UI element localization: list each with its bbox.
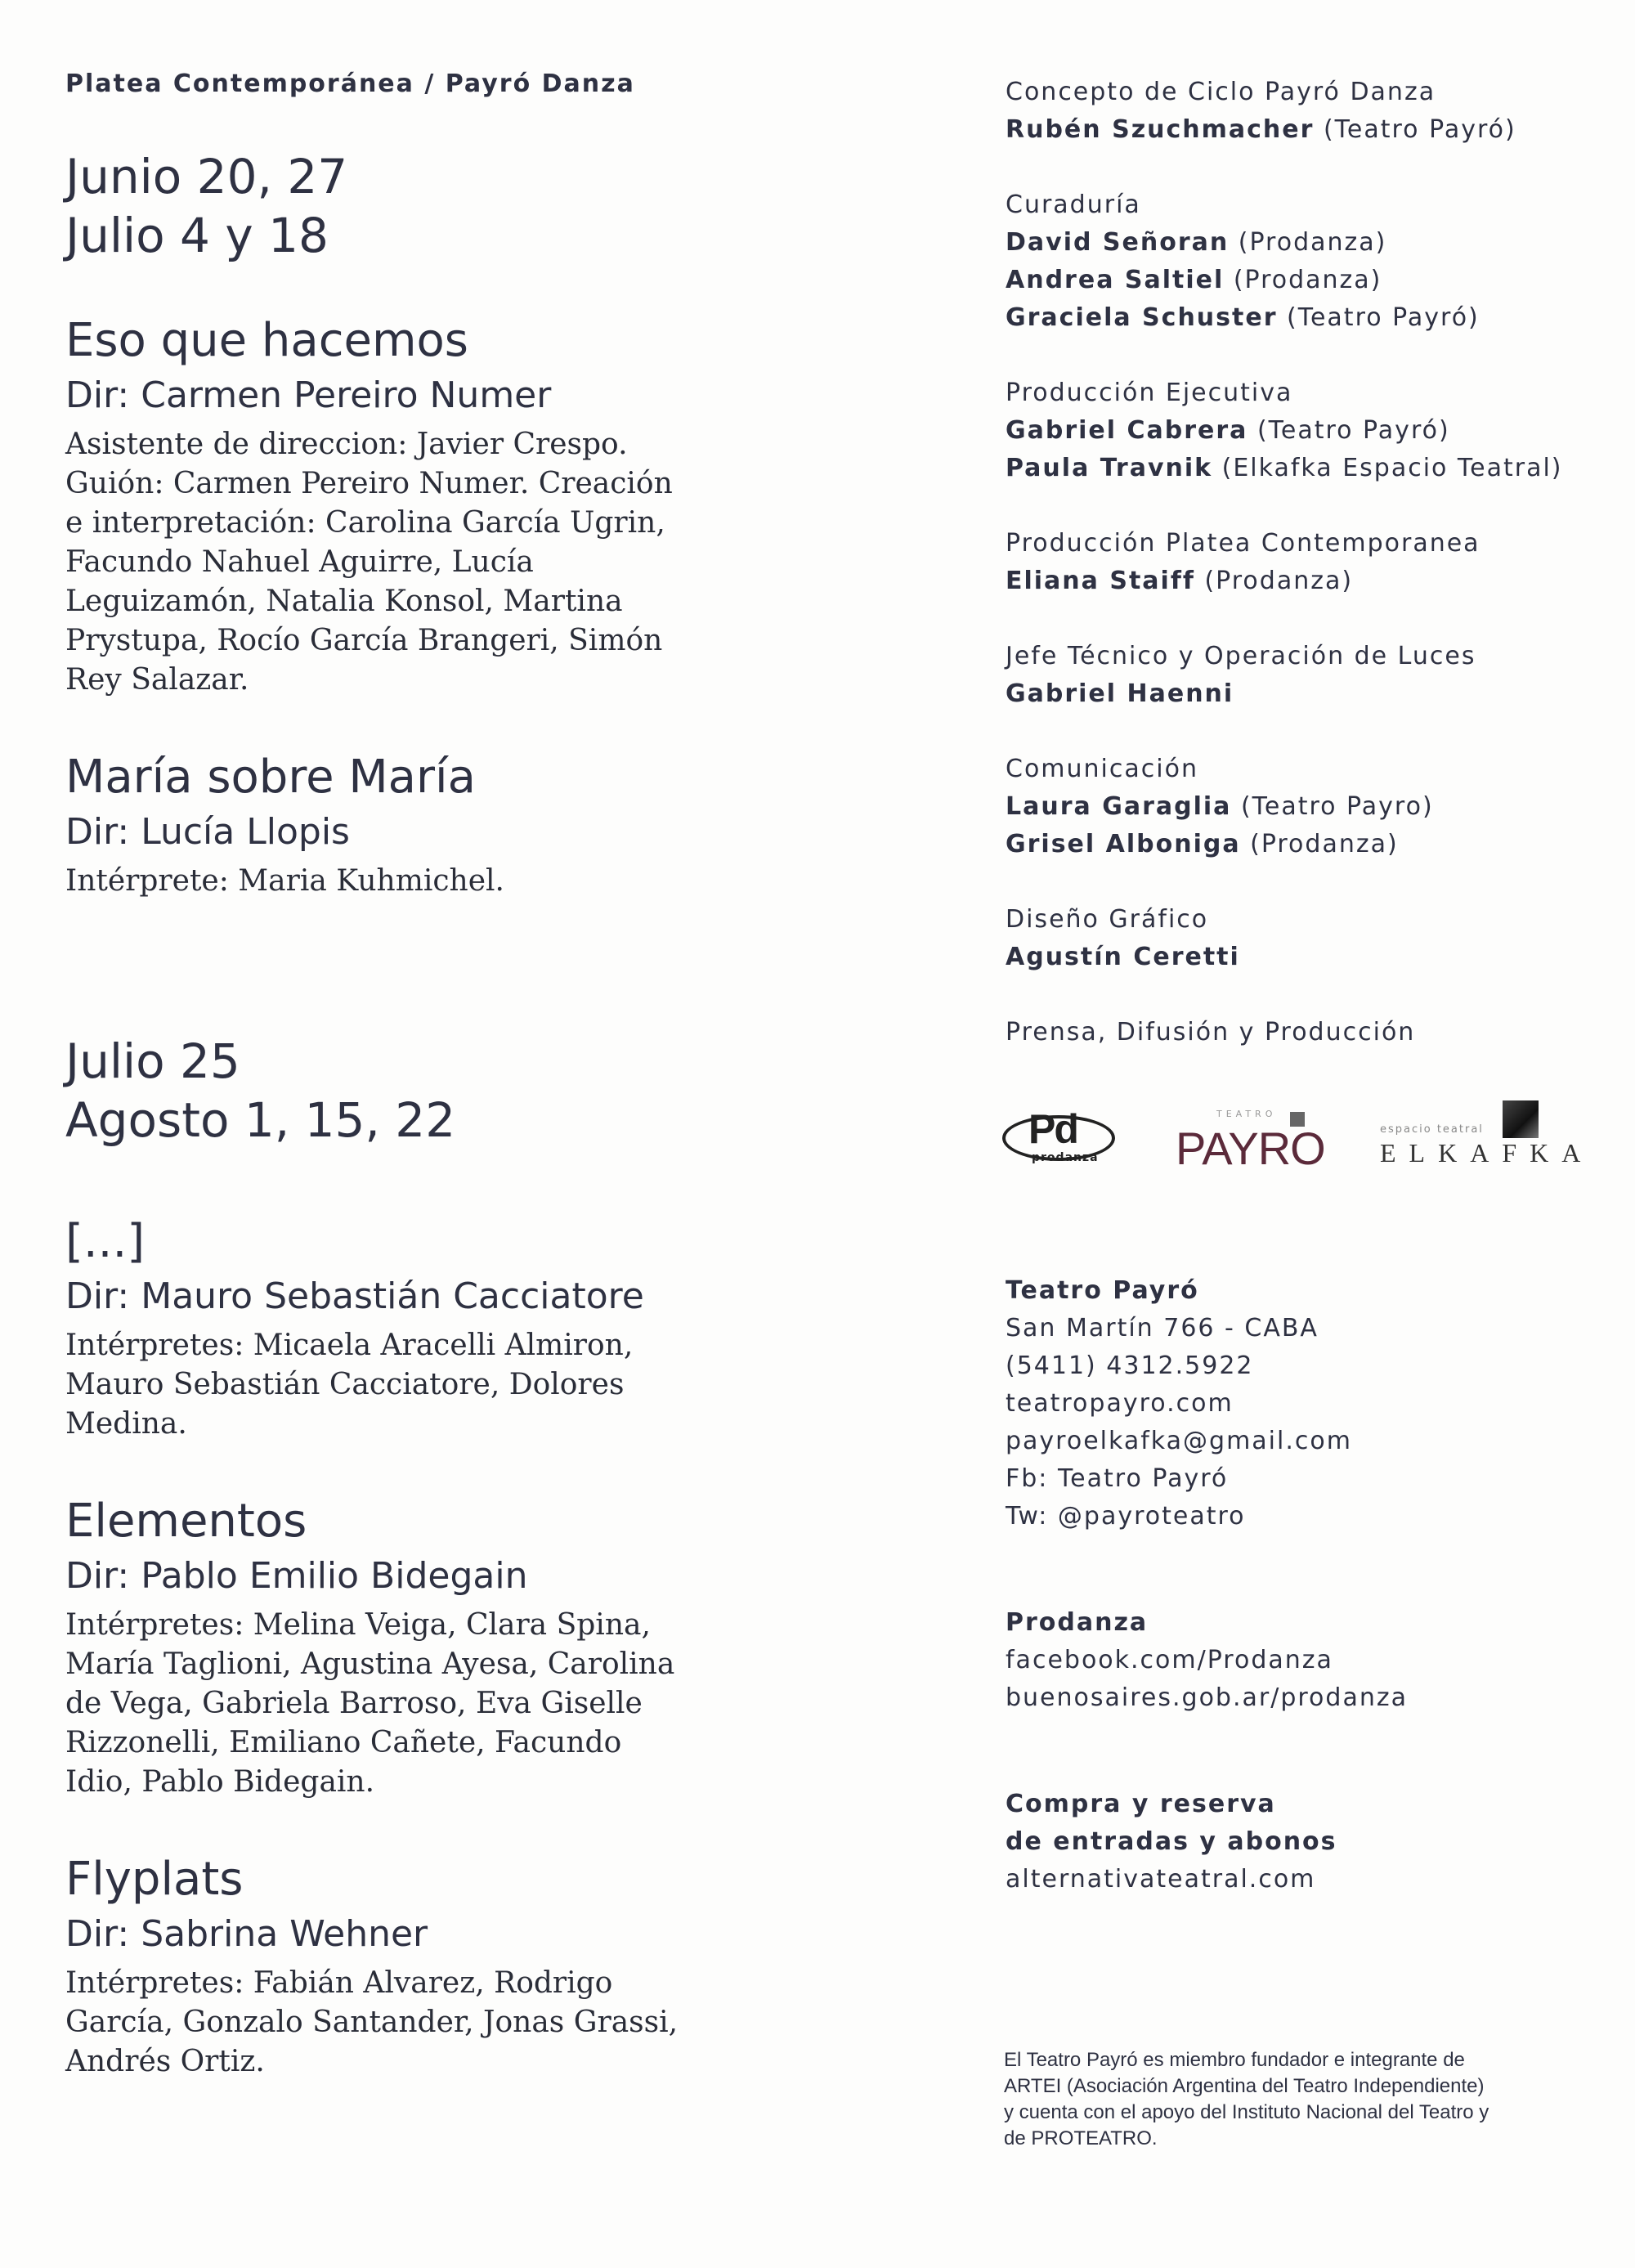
work-director: Dir: Sabrina Wehner (65, 1913, 428, 1955)
credit-person (1006, 939, 1610, 976)
contact-heading: Compra y reserva de entradas y abonos (1006, 1790, 1337, 1856)
person-org: (Teatro Payró) (1277, 303, 1480, 332)
contact-line: Fb: Teatro Payró (1006, 1464, 1229, 1493)
person-org: (Prodanza) (1240, 830, 1399, 858)
credit-role: Comunicación (1006, 755, 1198, 783)
work-director: Dir: Lucía Llopis (65, 811, 350, 853)
credit-role: Concepto de Ciclo Payró Danza (1006, 78, 1436, 106)
person-name: Rubén Szuchmacher (1006, 115, 1315, 144)
work-title: Eso que hacemos (65, 314, 468, 367)
person-name: Laura Garaglia (1006, 792, 1232, 821)
work-credits: Intérpretes: Melina Veiga, Clara Spina, María Taglioni, Agustina Ayesa, Carolina de Vega, Gabriela Barroso, Eva Giselle Rizzonelli, Emiliano Cañete, Facundo Idio, Pablo Bidegain. (65, 1608, 675, 1799)
person-name: Gabriel Haenni (1006, 679, 1234, 708)
prodanza-sub: prodanza (1032, 1151, 1099, 1164)
credit-block (1006, 186, 1610, 337)
contact-line: payroelkafka@gmail.com (1006, 1427, 1352, 1455)
work-title: Elementos (65, 1495, 307, 1548)
work-title: María sobre María (65, 751, 476, 804)
payro-name: PAYRO (1176, 1123, 1325, 1174)
person-org: (Prodanza) (1224, 266, 1382, 294)
credit-block (1006, 374, 1610, 487)
credits-list (1006, 74, 1610, 1051)
credit-person (1006, 111, 1610, 149)
credit-person (1006, 563, 1610, 600)
elkafka-image-icon (1503, 1100, 1539, 1138)
contact-line: Tw: @payroteatro (1006, 1502, 1246, 1531)
date-line: Julio 25 (65, 1033, 240, 1089)
person-name: Gabriel Cabrera (1006, 416, 1248, 445)
work-director: Dir: Pablo Emilio Bidegain (65, 1555, 528, 1597)
person-name: Paula Travnik (1006, 454, 1213, 482)
prodanza-logo (1002, 1106, 1118, 1166)
date-line: Julio 4 y 18 (65, 208, 329, 263)
credit-person (1006, 299, 1610, 337)
program-column (65, 69, 899, 2132)
work-credits: Asistente de direccion: Javier Crespo. Guión: Carmen Pereiro Numer. Creación e interpretación: Carolina García Ugrin, Facundo Nahuel Aguirre, Lucía Leguizamón, Natalia Konsol, Martina Prystupa, Rocío García Brangeri, Simón Rey Salazar. (65, 428, 673, 697)
person-name: Eliana Staiff (1006, 567, 1195, 595)
credit-person (1006, 450, 1610, 487)
person-org: (Prodanza) (1194, 567, 1354, 595)
credit-role: Producción Platea Contemporanea (1006, 529, 1480, 558)
person-name: Grisel Alboniga (1006, 830, 1241, 858)
contacts-list (1006, 1272, 1610, 1898)
person-org: (Teatro Payro) (1231, 792, 1434, 821)
work-title: Flyplats (65, 1853, 244, 1906)
credit-person (1006, 224, 1610, 262)
date-line: Agosto 1, 15, 22 (65, 1092, 456, 1148)
contact-line: buenosaires.gob.ar/prodanza (1006, 1683, 1408, 1712)
contact-heading: Teatro Payró (1006, 1276, 1199, 1305)
contact-heading: Prodanza (1006, 1608, 1149, 1637)
work-credits: Intérpretes: Micaela Aracelli Almiron, Mauro Sebastián Cacciatore, Dolores Medina. (65, 1329, 634, 1441)
work-title: [...] (65, 1215, 146, 1268)
contact-line: alternativateatral.com (1006, 1865, 1316, 1894)
date-line: Junio 20, 27 (65, 149, 348, 204)
dates-block-1 (65, 147, 899, 265)
credit-role: Curaduría (1006, 190, 1141, 219)
credit-role: Diseño Gráfico (1006, 905, 1209, 934)
person-org: (Teatro Payró) (1248, 416, 1450, 445)
credit-person (1006, 826, 1610, 863)
elkafka-name: ELKAFKA (1380, 1138, 1594, 1168)
contact-block (1006, 1272, 1610, 1535)
credit-person (1006, 675, 1610, 713)
contact-block (1006, 1786, 1610, 1898)
credit-block (1006, 901, 1610, 976)
credit-person (1006, 262, 1610, 299)
person-name: David Señoran (1006, 228, 1230, 257)
work-item (65, 751, 899, 901)
credit-block (1006, 525, 1610, 600)
contact-line: San Martín 766 - CABA (1006, 1314, 1319, 1342)
work-item (65, 1853, 899, 2082)
work-director: Dir: Mauro Sebastián Cacciatore (65, 1275, 644, 1317)
work-item (65, 314, 899, 700)
contact-line: (5411) 4312.5922 (1006, 1351, 1254, 1380)
prodanza-mark: Pd (1028, 1106, 1077, 1152)
credits-column (1006, 74, 1610, 1967)
credit-person (1006, 788, 1610, 826)
credit-person (1006, 412, 1610, 450)
credit-role: Jefe Técnico y Operación de Luces (1006, 642, 1476, 670)
person-name: Andrea Saltiel (1006, 266, 1225, 294)
work-credits: Intérpretes: Fabián Alvarez, Rodrigo García, Gonzalo Santander, Jonas Grassi, Andrés Ortiz. (65, 1966, 679, 2078)
credit-block (1006, 638, 1610, 713)
payro-logo (1176, 1109, 1325, 1174)
contact-line: facebook.com/Prodanza (1006, 1646, 1333, 1674)
work-item (65, 1495, 899, 1802)
person-name: Agustín Ceretti (1006, 943, 1240, 971)
dates-block-2 (65, 1032, 899, 1150)
work-item (65, 1215, 899, 1444)
contact-block (1006, 1604, 1610, 1717)
person-org: (Teatro Payró) (1314, 115, 1516, 144)
footnote: El Teatro Payró es miembro fundador e integrante de ARTEI (Asociación Argentina del Teatro Independiente) y cuenta con el apoyo del Instituto Nacional del Teatro y de PROTEATRO. (1004, 2049, 1489, 2149)
person-name: Graciela Schuster (1006, 303, 1278, 332)
contact-line: teatropayro.com (1006, 1389, 1234, 1418)
person-org: (Elkafka Espacio Teatral) (1212, 454, 1563, 482)
credit-role: Prensa, Difusión y Producción (1006, 1018, 1416, 1047)
logos-row (1002, 1100, 1610, 1174)
work-director: Dir: Carmen Pereiro Numer (65, 374, 552, 416)
credit-role: Producción Ejecutiva (1006, 379, 1293, 407)
credit-block (1006, 1014, 1610, 1051)
payro-small: TEATRO (1216, 1109, 1277, 1119)
elkafka-small: espacio teatral (1380, 1123, 1484, 1136)
series-title: Platea Contemporánea / Payró Danza (65, 69, 635, 98)
credit-block (1006, 751, 1610, 863)
elkafka-logo (1380, 1100, 1594, 1168)
person-org: (Prodanza) (1229, 228, 1387, 257)
credit-block (1006, 74, 1610, 149)
work-credits: Intérprete: Maria Kuhmichel. (65, 864, 504, 898)
